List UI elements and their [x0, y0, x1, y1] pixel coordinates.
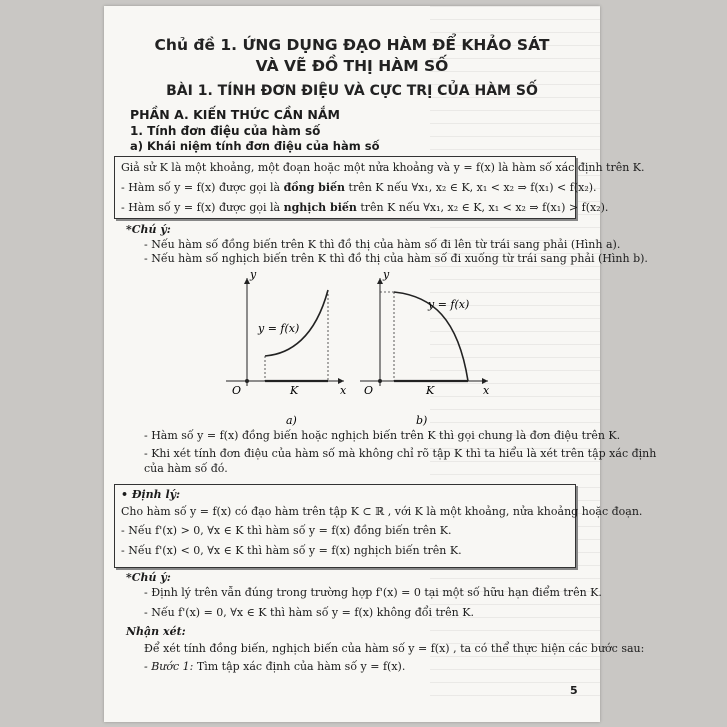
remark-line-1: Để xét tính đồng biến, nghịch biến của hàm số y = f(x) , ta có thể thực hiện các bước sau: [144, 642, 645, 655]
note-2-line-1: - Định lý trên vẫn đúng trong trường hợp f'(x) = 0 tại một số hữu hạn điểm trên K. [144, 586, 602, 599]
origin-point-a [245, 379, 249, 383]
figure-a [220, 268, 350, 428]
step-1-text: Tìm tập xác định của hàm số y = f(x). [193, 660, 406, 673]
note-2-label: *Chú ý: [126, 571, 171, 584]
topic-title-line2: VÀ VẼ ĐỒ THỊ HÀM SỐ [255, 57, 449, 75]
remark-label: Nhận xét: [126, 625, 186, 638]
theorem-line-2: - Nếu f'(x) > 0, ∀x ∈ K thì hàm số y = f(x) đồng biến trên K. [121, 524, 452, 537]
caption-b: b) [416, 414, 428, 427]
theorem-box [114, 484, 643, 568]
topic-title: Chủ đề 1. ỨNG DỤNG ĐẠO HÀM ĐỂ KHẢO SÁT [154, 36, 550, 54]
step-1-label: - Bước 1: [144, 660, 194, 673]
subsection-heading: a) Khái niệm tính đơn điệu của hàm số [130, 139, 380, 153]
after-figures-line-3: của hàm số đó. [144, 462, 228, 475]
note-1-line-2: - Nếu hàm số nghịch biến trên K thì đồ thị của hàm số đi xuống từ trái sang phải (Hình b). [144, 252, 648, 265]
interval-label-b: K [426, 384, 435, 397]
origin-label-a: O [232, 384, 242, 397]
definition-line-3-post: trên K nếu ∀x₁, x₂ ∈ K, x₁ < x₂ ⇒ f(x₁) > f(x₂). [356, 201, 609, 214]
section-heading: 1. Tính đơn điệu của hàm số [130, 124, 321, 138]
note-1-line-1: - Nếu hàm số đồng biến trên K thì đồ thị của hàm số đi lên từ trái sang phải (Hình a). [144, 238, 621, 251]
function-label-a: y = f(x) [258, 322, 300, 335]
increasing-term: đồng biến [283, 181, 346, 194]
definition-line-2 [121, 181, 597, 194]
remark-line-2 [144, 660, 405, 673]
function-label-b: y = f(x) [428, 298, 470, 311]
origin-point-b [378, 379, 382, 383]
definition-line-1: Giả sử K là một khoảng, một đoạn hoặc một nửa khoảng và y = f(x) là hàm số xác định trên K. [121, 161, 645, 174]
definition-line-3-pre: - Hàm số y = f(x) được gọi là [121, 201, 284, 214]
after-figures-line-1: - Hàm số y = f(x) đồng biến hoặc nghịch biến trên K thì gọi chung là đơn điệu trên K. [144, 429, 621, 442]
x-label-a: x [340, 384, 347, 397]
definition-line-2-pre: - Hàm số y = f(x) được gọi là [121, 181, 284, 194]
definition-line-2-post: trên K nếu ∀x₁, x₂ ∈ K, x₁ < x₂ ⇒ f(x₁) < f(x₂). [345, 181, 597, 194]
theorem-label: • Định lý: [121, 488, 181, 501]
figure-b [352, 268, 492, 428]
definition-line-3 [121, 201, 608, 214]
decreasing-term: nghịch biến [283, 201, 357, 214]
origin-label-b: O [364, 384, 374, 397]
caption-a: a) [286, 414, 297, 427]
page-number: 5 [570, 684, 578, 697]
y-label-a: y [250, 268, 257, 281]
y-label-b: y [383, 268, 390, 281]
x-label-b: x [483, 384, 490, 397]
part-heading: PHẦN A. KIẾN THỨC CẦN NẮM [130, 107, 340, 122]
theorem-line-1: Cho hàm số y = f(x) có đạo hàm trên tập K ⊂ ℝ , với K là một khoảng, nửa khoảng hoặc đoạn. [121, 505, 643, 518]
lesson-title: BÀI 1. TÍNH ĐƠN ĐIỆU VÀ CỰC TRỊ CỦA HÀM SỐ [166, 83, 538, 99]
after-figures-line-2: - Khi xét tính đơn điệu của hàm số mà không chỉ rõ tập K thì ta hiểu là xét trên tập xác định [144, 447, 657, 460]
note-2-line-2: - Nếu f'(x) = 0, ∀x ∈ K thì hàm số y = f(x) không đổi trên K. [144, 606, 474, 619]
book-page [104, 6, 657, 722]
definition-box [114, 156, 645, 219]
interval-label-a: K [290, 384, 299, 397]
theorem-line-3: - Nếu f'(x) < 0, ∀x ∈ K thì hàm số y = f(x) nghịch biến trên K. [121, 544, 462, 557]
note-1-label: *Chú ý: [126, 223, 171, 236]
